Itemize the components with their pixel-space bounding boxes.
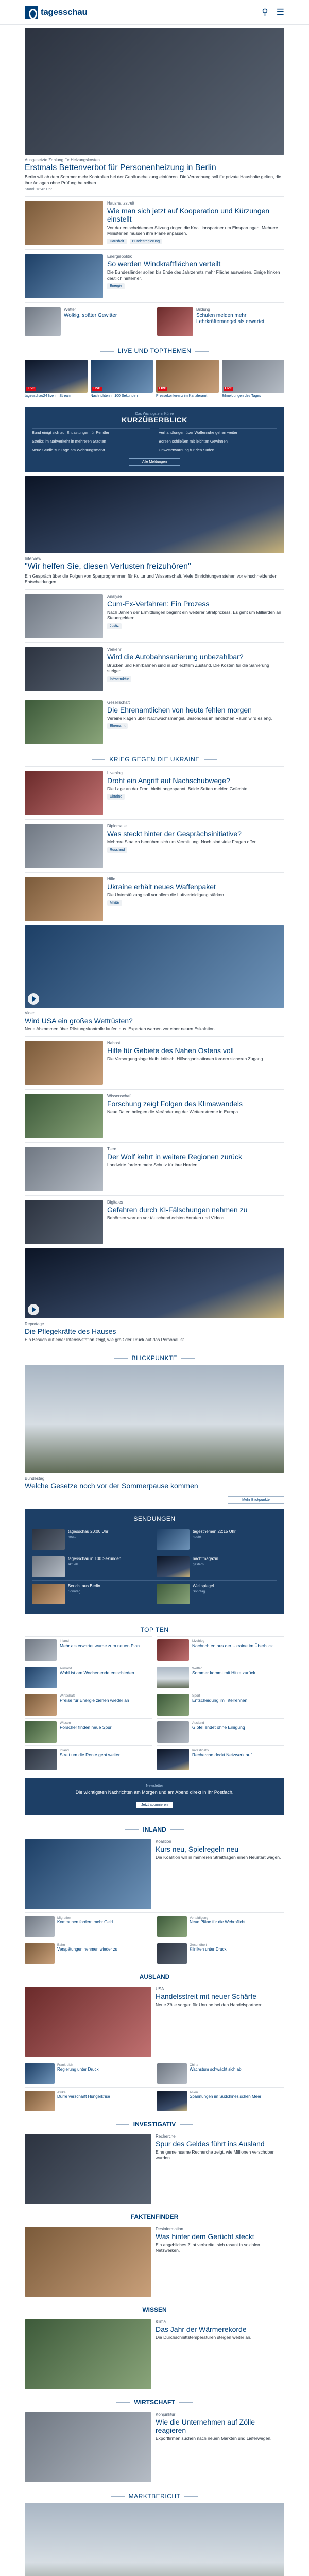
sendung-title[interactable]: tagesschau 20:00 Uhr [68,1529,109,1534]
tag-chip[interactable]: Justiz [107,623,122,629]
small-kicker: Bahn [57,1943,65,1947]
story-image [25,254,103,298]
story-teaser: Die Bundesländer sollen bis Ende des Jahrzehnts mehr Fläche ausweisen. Einige hinken deutlich hinterher. [107,269,280,281]
story-teaser: Die Lage an der Front bleibt angespannt. Beide Seiten melden Gefechte. [107,786,249,791]
story-kicker: Energiepolitik [107,254,132,259]
small-kicker: Migration [57,1916,71,1920]
ressort-kicker: Recherche [156,2133,176,2139]
tag-chip[interactable]: Militär [107,900,122,906]
topten-title: TOP TEN [25,1619,284,1636]
ressort-lead-story[interactable] [25,2131,284,2207]
story-image [25,1041,103,1085]
logo[interactable] [25,6,88,19]
story-kicker: Nahost [107,1041,121,1046]
live-image [222,360,285,393]
more-blickpunkte-button[interactable]: Mehr Blickpunkte [228,1496,284,1504]
site-header [0,0,309,25]
kurz-item[interactable]: Streiks im Nahverkehr in mehreren Städten [32,437,150,446]
story-kicker: Hilfe [107,876,116,882]
story-headline[interactable]: Cum-Ex-Verfahren: Ein Prozess [107,599,210,608]
newsletter-subscribe-button[interactable]: Jetzt abonnieren [136,1802,173,1808]
ressort-lead-image [25,1987,151,2057]
live-card[interactable] [222,360,285,399]
topten-kicker: Wissen [60,1721,71,1725]
story-image [25,1094,103,1138]
blickpunkt-story[interactable] [25,1365,284,1504]
live-badge: LIVE [92,387,102,391]
topten-image [25,1694,57,1716]
topten-kicker: Ausland [60,1666,72,1670]
newsletter-kicker: Newsletter [146,1784,163,1788]
header-icons [262,7,284,18]
ressort-small-story[interactable] [25,1916,152,1937]
story-teaser: Die Unterstützung soll vor allem die Luftverteidigung stärken. [107,892,226,897]
story-image [25,1200,103,1244]
inland-title: INLAND [25,1820,284,1836]
story-row[interactable] [25,196,284,249]
small-headline[interactable]: Neue Pläne für die Wehrpflicht [190,1919,246,1924]
topten-headline[interactable]: Mehr als erwartet wurde zum neuen Plan [60,1642,140,1648]
story-teaser: Neue Daten belegen die Veränderung der Wetterextreme in Europa. [107,1109,239,1115]
menu-icon[interactable]: ☰ [276,7,284,17]
small-image [157,1916,187,1937]
small-headline[interactable]: Dürre verschärft Hungerkrise [57,2094,110,2099]
small-headline[interactable]: Spannungen im Südchinesischen Meer [190,2094,262,2099]
marktbericht-title: MARKTBERICHT [25,2485,284,2503]
investigativ-title: INVESTIGATIV [25,2114,284,2131]
story-headline[interactable]: Was steckt hinter der Gesprächsinitiative? [107,829,242,838]
story-teaser: Nach Jahren der Ermittlungen beginnt ein weiterer Strafprozess. Es geht um Milliarden an Steuergeldern. [107,609,281,621]
story-image [25,824,103,868]
sendung-meta: Sonntag [68,1589,81,1594]
two-small-stories [25,302,284,340]
topten-kicker: Ausland [192,1721,204,1725]
video-image [25,925,284,1008]
story-row[interactable] [25,642,284,696]
kurz-title: KURZÜBERBLICK [122,416,187,425]
story-kicker: Gesellschaft [107,700,130,705]
ressort-lead-image [25,2227,151,2297]
live-card[interactable] [25,360,88,399]
small-image [157,2063,187,2084]
ressort-small-grid [25,1940,284,1967]
topten-item[interactable] [25,1745,152,1773]
story-row[interactable] [25,249,284,302]
ressort-lead-story[interactable] [25,2224,284,2300]
sendungen-title: SENDUNGEN [32,1514,277,1526]
story-headline[interactable]: Droht ein Angriff auf Nachschubwege? [107,776,230,785]
topten-kicker: Sport [192,1693,200,1698]
ressort-teaser: Die Koalition will in mehreren Streitfragen einen Neustart wagen. [156,1854,281,1860]
live-image [25,360,88,393]
sendung-item[interactable] [157,1529,277,1550]
ressort-teaser: Ein angebliches Zitat verbreitet sich rasant in sozialen Netzwerken. [156,2242,260,2253]
big-story-image [25,476,284,553]
small-story-headline[interactable]: Schulen melden mehr Lehrkräftemangel als erwartet [196,313,265,325]
hero-image [25,28,284,155]
small-headline[interactable]: Verspätungen nehmen wieder zu [57,1946,117,1952]
logo-icon [25,6,38,19]
play-icon[interactable] [28,993,39,1005]
topten-image [25,1639,57,1661]
story-teaser: Vereine klagen über Nachwuchsmangel. Besonders im ländlichen Raum wird es eng. [107,715,272,721]
ressort-small-grid [25,2060,284,2087]
live-image [156,360,219,393]
small-story[interactable] [25,307,152,336]
sendung-image [157,1556,190,1577]
sendung-meta: heute [68,1535,77,1539]
big-story-kicker: Interview [25,556,42,562]
ressort-lead-image [25,2134,151,2204]
story-row[interactable] [25,819,284,872]
tag-chip[interactable]: Russland [107,847,127,853]
topten-image [25,1749,57,1770]
ressort-small-story[interactable] [25,1943,152,1964]
small-kicker: Asien [190,2090,198,2094]
live-strip [25,358,284,403]
hero-kicker: Ausgesetzte Zahlung für Heizungskosten [25,158,100,162]
ressort-teaser: Neue Zölle sorgen für Unruhe bei den Handelspartnern. [156,2002,264,2007]
search-icon[interactable]: ⚲ [262,7,268,17]
ressort-headline[interactable]: Das Jahr der Wärmerekorde [156,2325,247,2333]
play-icon[interactable] [28,1304,39,1315]
story-row[interactable] [25,766,284,819]
ressort-kicker: Desinformation [156,2226,183,2231]
video-teaser: Neue Abkommen über Rüstungskontrolle laufen aus. Experten warnen vor einer neuen Eskalation. [25,1026,216,1031]
live-label[interactable]: Pressekonferenz im Kanzleramt [156,394,208,398]
topten-kicker: Wirtschaft [60,1693,75,1698]
ressort-lead-image [25,2319,151,2389]
story-image [25,700,103,744]
story-teaser: Behörden warnen vor täuschend echten Anrufen und Videos. [107,1215,226,1221]
marktbericht-image [25,2503,284,2576]
ressort-headline[interactable]: Wie die Unternehmen auf Zölle reagieren [156,2417,255,2434]
brand-name: tagesschau [41,7,88,17]
tag-chip[interactable]: Haushalt [107,239,127,244]
story-headline[interactable]: Wird die Autobahnsanierung unbezahlbar? [107,652,244,661]
small-image [25,2063,55,2084]
topten-item[interactable] [157,1718,284,1745]
live-badge: LIVE [26,387,36,391]
topten-list [25,1636,284,1773]
ressort-small-story[interactable] [157,1916,284,1937]
newsletter-text: Die wichtigsten Nachrichten am Morgen und am Abend direkt in Ihr Postfach. [75,1789,234,1795]
small-image [157,1943,187,1964]
topten-image [25,1667,57,1688]
story-row[interactable] [25,1089,284,1142]
ressort-lead-image [25,1839,151,1909]
small-story-image [25,307,61,336]
topten-item[interactable] [25,1718,152,1745]
sendung-image [32,1584,65,1604]
ressort-small-grid [25,2087,284,2114]
topten-item[interactable] [157,1691,284,1718]
story-headline[interactable]: Ukraine erhält neues Waffenpaket [107,882,216,891]
story-image [25,877,103,921]
topten-headline[interactable]: Streit um die Rente geht weiter [60,1752,120,1757]
topten-kicker: Inland [60,1639,69,1643]
story-headline[interactable]: So werden Windkraftflächen verteilt [107,260,221,268]
sendung-meta: aktuell [68,1562,78,1566]
topten-item[interactable] [25,1691,152,1718]
topten-kicker: Investigativ [192,1748,209,1752]
kurz-subtitle: Das Wichtigste in Kürze [135,412,174,416]
story-row[interactable] [25,1036,284,1089]
live-label[interactable]: Nachrichten in 100 Sekunden [90,394,138,398]
story-row[interactable] [25,872,284,925]
story-headline[interactable]: Hilfe für Gebiete des Nahen Ostens voll [107,1046,234,1055]
hero-meta: Stand: 18:42 Uhr [25,188,52,192]
ausland-title: AUSLAND [25,1967,284,1984]
tag-chip[interactable]: Energie [107,283,125,289]
ressort-kicker: Konjunktur [156,2412,176,2417]
sendungen-box [25,1509,284,1614]
live-card[interactable] [156,360,219,399]
sendung-image [157,1584,190,1604]
story-image [25,647,103,691]
topten-item[interactable] [157,1664,284,1691]
live-badge: LIVE [224,387,233,391]
ressort-teaser: Exportfirmen suchen nach neuen Märkten und Lieferwegen. [156,2435,272,2441]
ressort-lead-story[interactable] [25,2316,284,2393]
story-kicker: Wissenschaft [107,1094,132,1099]
small-headline[interactable]: Wachstum schwächt sich ab [190,2066,242,2072]
ressort-lead-image [25,2412,151,2482]
video-teaser: Ein Besuch auf einer Intensivstation zeigt, wie groß der Druck auf das Personal ist. [25,1337,185,1343]
faktenfinder-title: FAKTENFINDER [25,2207,284,2224]
sendung-item[interactable] [32,1529,152,1550]
tag-chip[interactable]: Ukraine [107,794,125,800]
small-headline[interactable]: Regierung unter Druck [57,2066,99,2072]
topten-kicker: Inland [60,1748,69,1752]
video-headline[interactable]: Die Pflegekräfte des Hauses [25,1327,116,1336]
sendung-item[interactable] [32,1584,152,1604]
story-image [25,771,103,815]
ressort-small-story[interactable] [25,2063,152,2084]
topten-item[interactable] [25,1636,152,1664]
big-story[interactable] [25,476,284,589]
sendung-image [32,1556,65,1577]
live-card[interactable] [91,360,153,399]
ressort-kicker: USA [156,1986,164,1991]
small-story[interactable] [157,307,284,336]
kurz-item[interactable]: Bund einigt sich auf Entlastungen für Pendler [32,428,150,437]
video-story[interactable] [25,925,284,1037]
story-teaser: Mehrere Staaten bemühen sich um Vermittlung. Noch sind viele Fragen offen. [107,839,258,844]
small-kicker: Verteidigung [190,1916,209,1920]
topten-headline[interactable]: Entscheidung im Titelrennen [192,1697,248,1703]
hero-story[interactable] [25,28,284,196]
small-story-headline[interactable]: Wolkig, später Gewitter [64,313,117,319]
video-kicker: Video [25,1010,36,1015]
ressort-small-story[interactable] [157,2091,284,2111]
story-kicker: Tiere [107,1147,116,1152]
ressort-lead-story[interactable] [25,1836,284,1912]
topten-headline[interactable]: Recherche deckt Netzwerk auf [192,1752,252,1757]
sendung-item[interactable] [32,1556,152,1577]
sendung-image [157,1529,190,1550]
kurz-item[interactable]: Neue Studie zur Lage am Wohnungsmarkt [32,446,150,454]
ressort-headline[interactable]: Kurs neu, Spielregeln neu [156,1844,239,1853]
live-badge: LIVE [158,387,167,391]
sendung-title[interactable]: nachtmagazin [193,1556,218,1561]
ressort-kicker: Klima [156,2319,166,2324]
hero-teaser: Berlin will ab dem Sommer mehr Kontrollen bei der Gebäudeheizung einführen. Die Verordnung soll für private Haushalte gelten, die ihre Anlagen ohne Prüfung betreiben. [25,174,282,185]
small-story-kicker: Wetter [64,307,76,312]
ressort-headline[interactable]: Spur des Geldes führt ins Ausland [156,2139,265,2148]
small-headline[interactable]: Kliniken unter Druck [190,1946,227,1952]
all-news-button[interactable]: Alle Meldungen [129,458,180,466]
story-headline[interactable]: Wie man sich jetzt auf Kooperation und Kürzungen einstellt [107,207,270,224]
story-row[interactable] [25,1195,284,1248]
sendung-title[interactable]: Bericht aus Berlin [68,1583,100,1588]
story-kicker: Digitales [107,1200,123,1205]
video-image [25,1248,284,1318]
kurzueberblick-box [25,407,284,472]
topten-headline[interactable]: Forscher finden neue Spur [60,1724,112,1730]
topten-image [157,1639,189,1661]
tag-chip[interactable]: Bundesregierung [130,239,162,244]
topten-item[interactable] [25,1664,152,1691]
tag-chip[interactable]: Ehrenamt [107,723,128,729]
video-headline[interactable]: Wird USA ein großes Wettrüsten? [25,1016,133,1025]
ressort-teaser: Eine gemeinsame Recherche zeigt, wie Millionen verschoben wurden. [156,2149,275,2161]
story-headline[interactable]: Die Ehrenamtlichen von heute fehlen morgen [107,705,252,714]
blickpunkte-title: BLICKPUNKTE [25,1347,284,1365]
topten-headline[interactable]: Sommer kommt mit Hitze zurück [192,1670,255,1675]
sendung-image [32,1529,65,1550]
ressort-small-story[interactable] [25,2091,152,2111]
small-image [157,2091,187,2111]
tag-chip[interactable]: Infrastruktur [107,676,131,682]
sendung-item[interactable] [157,1584,277,1604]
story-kicker: Liveblog [107,770,123,775]
topten-headline[interactable]: Gipfel endet ohne Einigung [192,1724,245,1730]
story-teaser: Landwirte fordern mehr Schutz für ihre Herden. [107,1162,199,1168]
story-row[interactable] [25,1142,284,1195]
marktbericht-story[interactable] [25,2503,284,2576]
sendung-meta: gestern [193,1562,204,1566]
story-headline[interactable]: Der Wolf kehrt in weitere Regionen zurück [107,1153,242,1161]
story-kicker: Verkehr [107,647,122,652]
live-label[interactable]: tagesschau24 live im Stream [25,394,71,398]
story-row[interactable] [25,696,284,749]
topten-headline[interactable]: Preise für Energie ziehen wieder an [60,1697,129,1703]
ressort-small-story[interactable] [157,1943,284,1964]
live-section-title: LIVE UND TOPTHEMEN [25,340,284,358]
topten-image [157,1667,189,1688]
story-headline[interactable]: Forschung zeigt Folgen des Klimawandels [107,1099,243,1108]
small-image [25,2091,55,2111]
topten-image [157,1749,189,1770]
story-kicker: Diplomatie [107,823,127,828]
wirtschaft-title: WIRTSCHAFT [25,2393,284,2409]
blickpunkt-headline[interactable]: Welche Gesetze noch vor der Sommerpause kommen [25,1481,198,1490]
topten-headline[interactable]: Wahl ist am Wochenende entschieden [60,1670,134,1675]
kurz-item[interactable]: Verhandlungen über Waffenruhe gehen weiter [159,428,277,437]
big-story-headline[interactable]: "Wir helfen Sie, diesen Verlusten freizuhören" [25,562,191,571]
small-story-kicker: Bildung [196,307,210,312]
ressort-teaser: Die Durchschnittstemperaturen steigen weiter an. [156,2334,252,2340]
big-story-teaser: Ein Gespräch über die Folgen von Sparprogrammen für Kultur und Wissenschaft. Viele Einrichtungen stehen vor einschneidenden Entscheidungen. [25,573,278,585]
story-teaser: Vor der entscheidenden Sitzung ringen die Koalitionspartner um Einsparungen. Mehrere Ministerien müssen ihre Pläne anpassen. [107,225,278,236]
small-image [25,1916,55,1937]
sendung-item[interactable] [157,1556,277,1577]
sendung-title[interactable]: tagesthemen 22:15 Uhr [193,1529,236,1534]
kurz-item[interactable]: Unwetterwarnung für den Süden [159,446,277,454]
small-image [25,1943,55,1964]
video-kicker: Reportage [25,1321,44,1327]
topten-kicker: Wetter [192,1666,202,1670]
blickpunkt-image [25,1365,284,1473]
kurz-item[interactable]: Börsen schließen mit leichten Gewinnen [159,437,277,446]
sendung-title[interactable]: tagesschau in 100 Sekunden [68,1556,122,1561]
ressort-headline[interactable]: Was hinter dem Gerücht steckt [156,2232,254,2241]
hero-headline[interactable]: Erstmals Bettenverbot für Personenheizung in Berlin [25,163,216,172]
topten-headline[interactable]: Nachrichten aus der Ukraine im Überblick [192,1642,273,1648]
topten-image [157,1694,189,1716]
topten-item[interactable] [157,1745,284,1773]
story-image [25,1147,103,1191]
small-story-image [157,307,193,336]
ressort-headline[interactable]: Handelsstreit mit neuer Schärfe [156,1992,257,2001]
topten-image [157,1721,189,1743]
ressort-small-story[interactable] [157,2063,284,2084]
small-kicker: Afrika [57,2090,66,2094]
small-headline[interactable]: Kommunen fordern mehr Geld [57,1919,113,1924]
ressort-small-grid [25,1912,284,1940]
topten-image [25,1721,57,1743]
sendung-meta: heute [193,1535,201,1539]
story-image [25,201,103,245]
story-teaser: Brücken und Fahrbahnen sind in schlechtem Zustand. Die Kosten für die Sanierung steigen. [107,662,269,674]
topten-kicker: Liveblog [192,1639,205,1643]
sendung-meta: Sonntag [193,1589,205,1594]
story-kicker: Haushaltsstreit [107,201,134,206]
story-headline[interactable]: Gefahren durch KI-Fälschungen nehmen zu [107,1206,248,1214]
video-story[interactable] [25,1248,284,1347]
small-kicker: China [190,2063,198,2067]
wissen-title: WISSEN [25,2300,284,2316]
ressort-kicker: Koalition [156,1839,171,1844]
story-kicker: Analyse [107,594,122,599]
small-kicker: Frankreich [57,2063,73,2067]
sendung-title[interactable]: Weltspiegel [193,1583,214,1588]
ukraine-section-title: KRIEG GEGEN DIE UKRAINE [25,749,284,766]
live-image [91,360,153,393]
story-image [25,594,103,638]
small-kicker: Gesundheit [190,1943,207,1947]
ressort-lead-story[interactable] [25,2409,284,2485]
main-content [25,28,284,2576]
story-teaser: Die Versorgungslage bleibt kritisch. Hilfsorganisationen fordern sicheren Zugang. [107,1056,264,1062]
story-row[interactable] [25,589,284,642]
newsletter-box [25,1778,284,1815]
ressort-lead-story[interactable] [25,1984,284,2060]
blickpunkt-kicker: Bundestag [25,1476,45,1481]
topten-item[interactable] [157,1636,284,1664]
live-label[interactable]: Eilmeldungen des Tages [221,394,261,398]
